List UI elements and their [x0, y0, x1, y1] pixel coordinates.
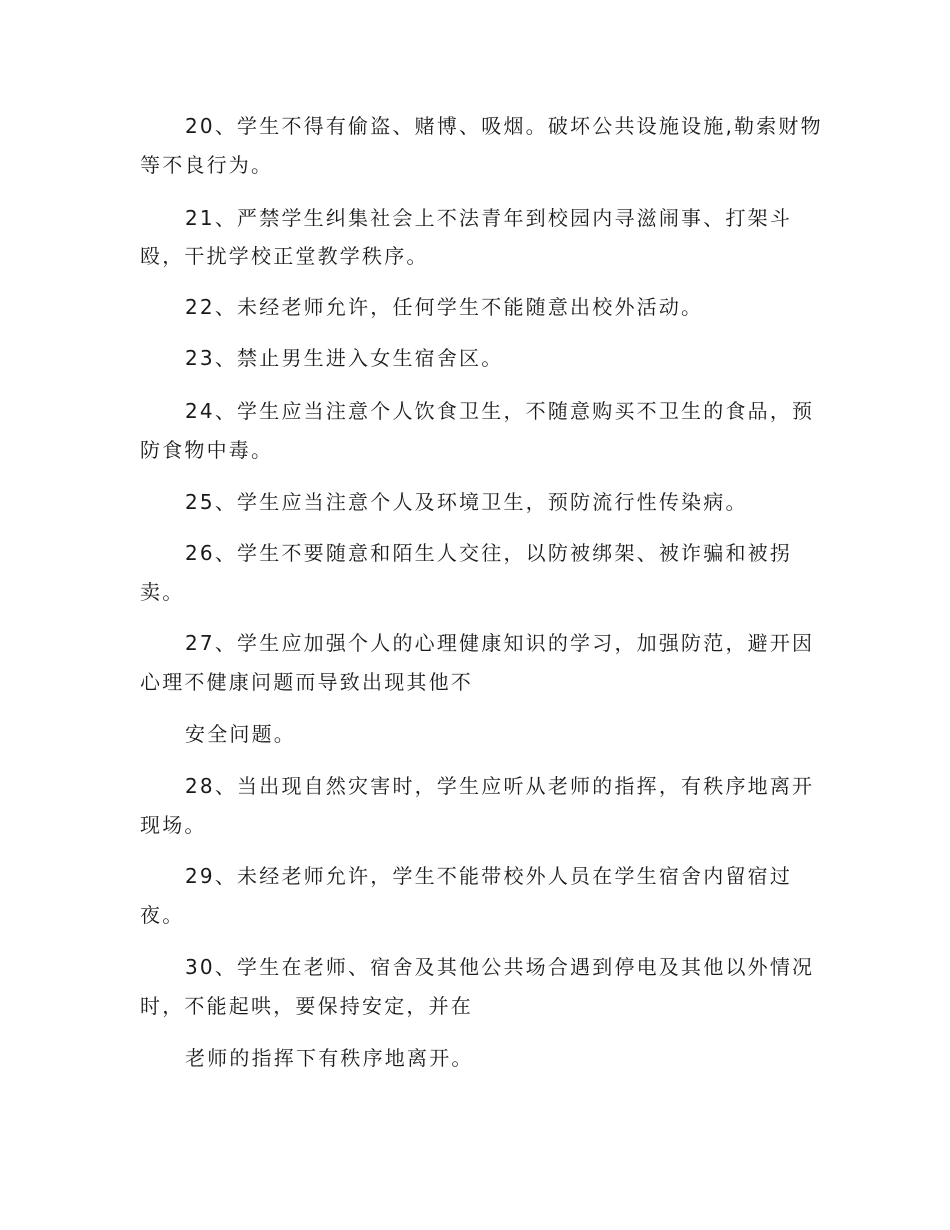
- rule-24-line-2: 防食物中毒。: [140, 438, 274, 462]
- rule-27-line-3: 安全问题。: [185, 722, 296, 746]
- rule-30-line-1: 30、学生在老师、宿舍及其他公共场合遇到停电及其他以外情况: [185, 955, 815, 979]
- rule-25-line-1: 25、学生应当注意个人及环境卫生，预防流行性传染病。: [185, 490, 748, 514]
- rule-20-line-1: 20、学生不得有偷盗、赌博、吸烟。破坏公共设施设施,勒索财物: [185, 114, 823, 138]
- rule-22-line-1: 22、未经老师允许，任何学生不能随意出校外活动。: [185, 295, 704, 319]
- rule-30-line-3: 老师的指挥下有秩序地离开。: [185, 1046, 474, 1070]
- rule-28-line-2: 现场。: [140, 813, 207, 837]
- rule-28-line-1: 28、当出现自然灾害时，学生应听从老师的指挥，有秩序地离开: [185, 774, 815, 798]
- rule-29-line-2: 夜。: [140, 903, 185, 927]
- rule-21-line-1: 21、严禁学生纠集社会上不法青年到校园内寻滋闹事、打架斗: [185, 206, 793, 230]
- rule-21-line-2: 殴，干扰学校正堂教学秩序。: [140, 244, 429, 268]
- rule-29-line-1: 29、未经老师允许，学生不能带校外人员在学生宿舍内留宿过: [185, 864, 793, 888]
- rule-26-line-2: 卖。: [140, 580, 185, 604]
- rule-26-line-1: 26、学生不要随意和陌生人交往，以防被绑架、被诈骗和被拐: [185, 541, 793, 565]
- rule-27-line-1: 27、学生应加强个人的心理健康知识的学习，加强防范，避开因: [185, 631, 815, 655]
- rule-20-line-2: 等不良行为。: [140, 153, 274, 177]
- rule-24-line-1: 24、学生应当注意个人饮食卫生，不随意购买不卫生的食品，预: [185, 399, 815, 423]
- rule-30-line-2: 时，不能起哄，要保持安定，并在: [140, 994, 473, 1018]
- rule-23-line-1: 23、禁止男生进入女生宿舍区。: [185, 346, 504, 370]
- rule-27-line-2: 心理不健康问题而导致出现其他不: [140, 670, 473, 694]
